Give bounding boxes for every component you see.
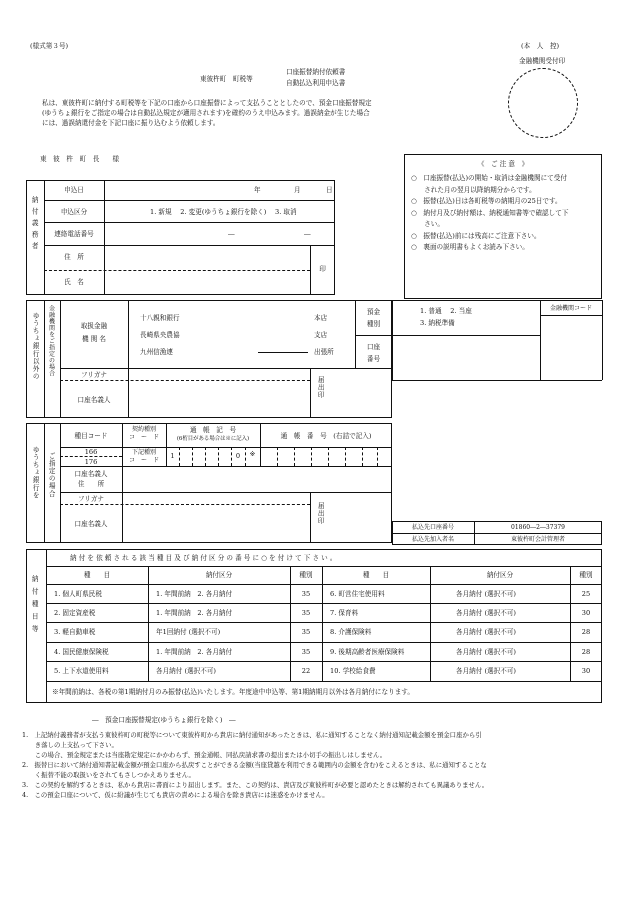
phone-label: 連絡電話番号 [54, 230, 94, 238]
holder-address-label-line: 口座名義人 [74, 470, 108, 478]
address-label: 住 所 [64, 253, 84, 261]
tax-item[interactable]: 4. 国民健康保険税 [54, 648, 109, 656]
phone-separator: ― [228, 230, 235, 238]
table-row[interactable] [46, 642, 602, 661]
caution-item: ○ 裏面の説明書もよくお読み下さい。 [411, 243, 529, 252]
tax-item[interactable]: 9. 後期高齢者医療保険料 [330, 648, 405, 656]
tax-item[interactable]: 6. 町営住宅使用料 [330, 590, 385, 598]
table-row[interactable] [46, 622, 602, 642]
seal-label: 届出印 [316, 376, 325, 399]
account-type-label-line: 預金 [366, 308, 381, 316]
tax-option[interactable]: 1. 年間前納 2. 各月納付 [156, 648, 233, 656]
tax-option[interactable]: 各月納付 (選択不可) [456, 648, 516, 656]
addressee: 東 彼 杵 町 長 様 [40, 155, 120, 163]
yucho-section-sub: ご指定の場合 [47, 452, 56, 498]
institution-code-label: 金融機関コード [549, 305, 592, 312]
col-header: 種別 [299, 571, 313, 579]
tax-option[interactable]: 1. 年間前納 2. 各月納付 [156, 609, 233, 617]
symbol-label: 通 帳 記 号 [189, 426, 237, 434]
furigana-field[interactable] [128, 368, 310, 380]
table-row[interactable] [46, 603, 602, 622]
institution-label-line: 機 関 名 [82, 334, 106, 343]
caution-item: された月の翌月以降納期分からです。 [411, 185, 536, 194]
table-row[interactable] [46, 584, 602, 603]
bank-other-section-sub: 金融機関をご指定の場合 [47, 305, 55, 377]
col-header: 種別 [579, 571, 593, 579]
title-line2: 自動払込利用申込書 [286, 79, 346, 87]
tax-footnote: ※年間前納は、各税の第1期納付月のみ振替(払込)いたします。年度途中申込等、第1期納期月以外は各月納付になります。 [52, 688, 414, 696]
payee-name-value: 東彼杵町会計管理者 [510, 536, 565, 543]
bank-other-section-label: ゆうちょ銀行以外の [31, 312, 40, 381]
contract-value: 1 [170, 452, 175, 460]
rules-list [22, 731, 614, 800]
contract-label-line: コ ー ド [128, 434, 159, 442]
tax-code: 25 [581, 590, 591, 598]
address-field[interactable] [104, 245, 310, 270]
seal-label: 印 [319, 265, 326, 273]
caution-item: ○ 振替(払込)前には残高にご注意下さい。 [411, 231, 541, 240]
rule-item: き落しの上支払って下さい。 [22, 740, 118, 749]
rule-item: く振替不能の取扱いをされてもさしつかえありません。 [22, 770, 195, 779]
yucho-section-label: ゆうちょ銀行を [31, 446, 40, 500]
rules-title: ― 預金口座振替規定(ゆうちょ銀行を除く) ― [92, 716, 236, 724]
furigana-field[interactable] [122, 492, 310, 504]
holder-address-label-line: 住 所 [77, 479, 105, 488]
tax-item[interactable]: 2. 固定資産税 [54, 609, 96, 617]
col-header: 納付区分 [205, 571, 233, 579]
tax-code: 28 [581, 628, 591, 636]
caution-item: さい。 [411, 220, 444, 229]
tax-option[interactable]: 年1回納付 (選択不可) [156, 628, 221, 636]
form-number: (様式第３号) [30, 42, 69, 50]
tax-code: 35 [301, 609, 311, 617]
bank-option[interactable]: 長崎県央農協 [140, 331, 180, 340]
col-header: 納付区分 [486, 571, 514, 579]
rule-item: 1. 上記納付義務者が支払う東彼杵町の町税等について東彼杵町から貴店に納付通知があったときは、私に通知することなく納付通知記載金額を預金口座から引 [22, 731, 482, 739]
col-header: 種 目 [83, 571, 111, 579]
account-type-label-line: 種別 [366, 319, 381, 328]
caution-item: ○ 口座振替(払込)の開始・取消は金融機関にて受付 [411, 174, 567, 182]
branch-option[interactable]: 本店 [314, 314, 328, 322]
applicant-section-label: 納付義務者 [30, 196, 39, 254]
holder-address-field[interactable] [122, 466, 392, 492]
account-type-option[interactable]: 3. 納税準備 [420, 318, 455, 327]
caution-title: 《 ご 注 意 》 [477, 160, 529, 168]
contract-label [122, 426, 166, 443]
bank-stamp-circle [508, 68, 578, 138]
seal-label: 届出印 [316, 502, 325, 525]
contract-below-line: 下記種別 [131, 449, 156, 456]
holder-label: 口座名義人 [77, 396, 111, 404]
bank-option[interactable]: 九州信漁連 [140, 348, 173, 357]
tax-item[interactable]: 3. 軽自動車税 [54, 628, 96, 636]
tax-item[interactable]: 1. 個人町県民税 [54, 590, 102, 598]
tax-code: 35 [301, 648, 311, 656]
furigana-label: フリガナ [80, 371, 108, 379]
tax-code: 35 [301, 628, 311, 636]
tax-item[interactable]: 8. 介護保険料 [330, 628, 372, 636]
holder-field[interactable] [128, 380, 310, 418]
month-label: 月 [294, 186, 301, 194]
account-number-field[interactable] [392, 335, 540, 368]
caution-item: ○ 納付月及び納付額は、納税通知書等で確認して下 [411, 208, 569, 217]
apply-date-label: 申込日 [64, 186, 84, 194]
branch-option[interactable]: 出張所 [314, 348, 334, 357]
contract-label-line: 契約種別 [131, 426, 156, 433]
type-code-value: 176 [84, 458, 98, 466]
holder-label: 口座名義人 [74, 520, 108, 528]
tax-item[interactable]: 10. 学校給食費 [330, 667, 376, 675]
title-line1: 口座振替納付依頼書 [286, 68, 346, 76]
tax-option[interactable]: 各月納付 (選択不可) [456, 628, 516, 636]
tax-section-label: 納付種目等 [30, 575, 39, 638]
intro-text [42, 98, 492, 129]
account-number-label-line: 番号 [366, 354, 381, 363]
contract-below-label [122, 449, 166, 466]
institution-code-field[interactable] [540, 315, 602, 380]
contract-below-line: コ ー ド [128, 457, 159, 465]
bank-stamp-label: 金融機関受付印 [519, 57, 566, 65]
payee-name-label: 払込先加入者名 [411, 536, 454, 543]
day-label: 日 [326, 186, 333, 194]
name-field[interactable] [104, 270, 310, 295]
institution-label-line: 取扱金融 [80, 322, 108, 330]
rule-item: 2. 振替日において納付通知書記載金額が預金口座から払戻すことができる金額(当座貸越を利用できる範囲内の金額を含む)をこえるときは、私に通知することな [22, 760, 487, 769]
number-field[interactable] [260, 447, 392, 466]
symbol-note: (6桁目がある場合は※に記入) [176, 436, 250, 442]
account-number-label-line: 口座 [366, 343, 381, 351]
table-row[interactable] [46, 661, 602, 681]
intro-line: には、過誤納還付金を下記口座に振り込むよう依頼します。 [42, 119, 220, 128]
account-type-label [355, 307, 392, 331]
furigana-label: フリガナ [77, 495, 105, 503]
tax-code: 30 [581, 609, 591, 617]
number-label: 通 帳 番 号 (右詰で記入) [280, 432, 372, 440]
payee-account-label: 払込先口座番号 [411, 524, 454, 531]
caution-list [411, 173, 601, 254]
tax-option[interactable]: 各月納付 (選択不可) [456, 667, 516, 675]
tax-item[interactable]: 5. 上下水道使用料 [54, 667, 109, 675]
caution-item: ○ 振替(払込)日は各町税等の納期月の25日です。 [411, 197, 562, 206]
tax-option[interactable]: 1. 年間前納 2. 各月納付 [156, 590, 233, 598]
account-type-options[interactable] [420, 306, 472, 330]
branch-option-list[interactable] [314, 310, 334, 361]
rule-item: この場合、預金規定または当座勘定規定にかかわらず、預金通帳、同払戻請求書の提出または小切手の振出しはしません。 [22, 750, 387, 759]
tax-option[interactable]: 各月納付 (選択不可) [456, 590, 516, 598]
holder-address-label [60, 470, 122, 490]
bank-option-list[interactable] [140, 310, 180, 361]
title-left: 東彼杵町 町税等 [200, 75, 253, 83]
tax-code: 22 [301, 667, 311, 675]
phone-separator: ― [304, 230, 311, 238]
institution-label [60, 320, 128, 345]
rule-item: 3. この契約を解約するときは、私から貴店に書面により届出します。また、この契約は、貴店及び東彼杵町が必要と認めたときは解約されても異議ありません。 [22, 780, 489, 789]
symbol-mark: ※ [249, 450, 256, 458]
tax-item[interactable]: 7. 保育料 [330, 609, 359, 617]
type-code-label: 種目コード [74, 432, 108, 440]
intro-line: (ゆうちょ銀行をご指定の場合は自動払込規定が適用されます)を確約のうえ申込みます。過誤納金が生じた場合 [42, 109, 370, 118]
account-number-label [355, 342, 392, 366]
name-label: 氏 名 [64, 278, 84, 286]
category-label: 申込区分 [60, 208, 88, 216]
tax-code: 28 [581, 648, 591, 656]
holder-field[interactable] [122, 504, 310, 543]
account-type-option[interactable]: 1. 普通 2. 当座 [420, 307, 472, 315]
branch-option[interactable]: 支店 [314, 331, 328, 340]
tax-instruction: 納 付 を 依 頼 さ れ る 該 当 種 目 及 び 納 付 区 分 の 番 号 に ○ を 付 け て 下 さ い 。 [70, 554, 337, 562]
type-code-value: 166 [84, 448, 98, 456]
tax-code: 35 [301, 590, 311, 598]
tax-option[interactable]: 各月納付 (選択不可) [156, 667, 216, 675]
tax-code: 30 [581, 667, 591, 675]
bank-option[interactable]: 十八親和銀行 [140, 314, 180, 322]
personal-copy-label: (本 人 控) [521, 42, 560, 50]
phone-field[interactable] [104, 222, 335, 245]
year-label: 年 [254, 186, 261, 194]
symbol-zero: 0 [235, 452, 241, 460]
tax-option[interactable]: 各月納付 (選択不可) [456, 609, 516, 617]
category-options[interactable]: 1. 新規 2. 変更(ゆうちょ銀行を除く) 3. 取消 [150, 208, 297, 216]
apply-date-field[interactable] [104, 180, 335, 200]
symbol-field[interactable] [179, 447, 260, 466]
col-header: 種 目 [362, 571, 390, 579]
payee-account-value: 01860―2―37379 [511, 524, 565, 531]
intro-line: 私は、東彼杵町に納付する町税等を下記の口座から口座振替によって支払うこととしたので、預金口座振替規定 [42, 99, 372, 107]
rule-item: 4. この預金口座について、仮に紛議が生じても貴店の責めによる場合を除き貴店には迷惑をかけません。 [22, 790, 329, 799]
